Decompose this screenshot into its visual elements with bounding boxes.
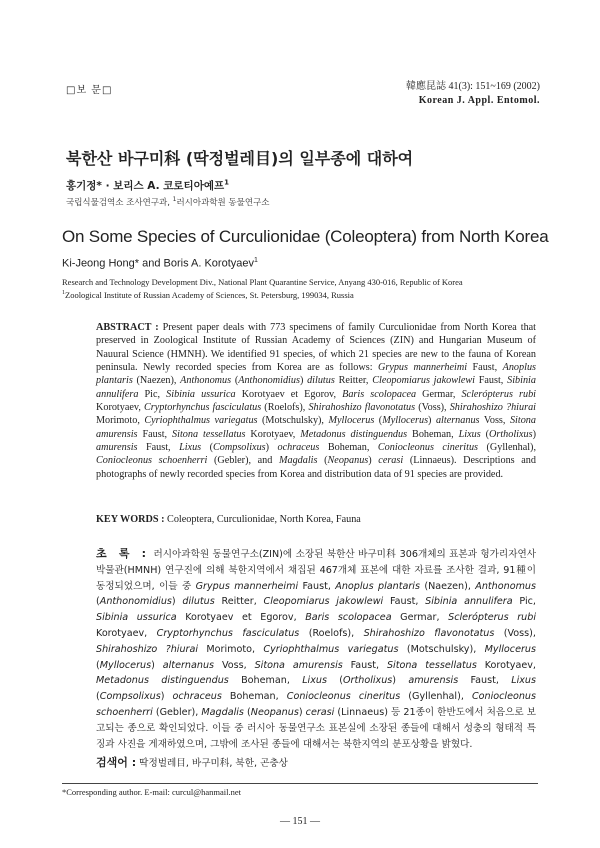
abstract [96, 321, 536, 481]
page-number: — 151 — [280, 816, 320, 827]
keywords-text: Coleoptera, Curculionidae, North Korea, Fauna [167, 514, 361, 525]
korean-keywords-text: 딱정벌레目, 바구미科, 북한, 곤충상 [139, 758, 288, 769]
english-affiliation-1: Research and Technology Development Div., National Plant Quarantine Service, Anyang 430-016, Republic of Korea [62, 277, 463, 287]
abstract-text: Present paper deals with 773 specimens of family Curculionidae from North Korea that preserved in Zoological Institute of Russian Academy of Sciences (ZIN) and Hungarian Museum of Nauural Science (HMNH). We identified 91 species, of which 21 species are new to the fauna of Korean peninsula. Newly recorded species from Korea are as follows: Grypus mannerheimi Faust, Anoplus plantaris (Naezen), Anthonomus (Anthonomidius) dilutus Reitter, Cleopomiarus jakowlewi Faust, Sibinia annulifera Pic, Sibinia ussurica Korotyaev et Egorov, Baris scolopacea Germar, Sclerópterus rubi Korotyaev, Cryptorhynchus fasciculatus (Roelofs), Shirahoshizo flavonotatus (Voss), Shirahoshizo ?hiurai Morimoto, Cyriophthalmus variegatus (Motschulsky), Myllocerus (Myllocerus) alternanus Voss, Sitona amurensis Faust, Sitona tessellatus Korotyaev, Metadonus distinguendus Boheman, Lixus (Ortholixus) amurensis Faust, Lixus (Compsolixus) ochraceus Boheman, Coniocleonus cineritus (Gyllenhal), Coniocleonus schoenherri (Gebler), and Magdalis (Neopanus) cerasi (Linnaeus). Descriptions and photographs of newly recorded species from Korea and distribution data of 91 species are provided. [96, 322, 537, 480]
korean-authors [66, 178, 229, 193]
abstract-label: ABSTRACT : [96, 322, 159, 333]
korean-abstract-text: 러시아과학원 동물연구소(ZIN)에 소장된 북한산 바구미科 306개체의 표본과 헝가리자연사박물관(HMNH) 연구진에 의해 북한지역에서 채집된 467개체 표본에 대한 자료를 조사한 결과, 91種이 동정되었으며, 이들 중 Grypus mannerheimi Faust, Anoplus plantaris (Naezen), Anthonomus (Anthonomidius) dilutus Reitter, Cleopomiarus jakowlewi Faust, Sibinia annulifera Pic, Sibinia ussurica Korotyaev et Egorov, Baris scolopacea Germar, Sclerópterus rubi Korotyaev, Cryptorhynchus fasciculatus (Roelofs), Shirahoshizo flavonotatus (Voss), Shirahoshizo ?hiurai Morimoto, Cyriophthalmus variegatus (Motschulsky), Myllocerus (Myllocerus) alternanus Voss, Sitona amurensis Faust, Sitona tessellatus Korotyaev, Metadonus distinguendus Boheman, Lixus (Ortholixus) amurensis Faust, Lixus (Compsolixus) ochraceus Boheman, Coniocleonus cineritus (Gyllenhal), Coniocleonus schoenherri (Gebler), Magdalis (Neopanus) cerasi (Linnaeus) 등 21종이 한반도에서 처음으로 보고되는 종으로 확인되었다. 이들 중 러시아 동물연구소 표본실에 소장된 종들에 대해서 성충의 형태적 특징과 사진을 게재하였으며, 그밖에 조사된 종들에 대해서는 북한지역의 분포상황을 밝혔다. [96, 549, 537, 750]
affiliation-superscript: 1 [172, 196, 177, 204]
english-author-names: Ki-Jeong Hong* and Boris A. Korotyaev [62, 257, 255, 270]
korean-abstract [96, 546, 536, 752]
korean-keywords [96, 754, 536, 770]
korean-title: 북한산 바구미科 (딱정벌레目)의 일부종에 대하여 [66, 149, 414, 168]
korean-affiliation-2: 러시아과학원 동물연구소 [176, 198, 270, 208]
footnote-divider [62, 783, 538, 784]
korean-abstract-label: 초 록 : [96, 547, 151, 560]
journal-english-name: Korean J. Appl. Entomol. [418, 95, 540, 106]
affiliation-superscript: 1 [62, 290, 65, 297]
corresponding-author-footnote: *Corresponding author. E-mail: curcul@hanmail.net [62, 787, 241, 797]
author-superscript: 1 [254, 257, 258, 264]
journal-citation [406, 80, 540, 108]
korean-affiliation-1: 국립식물검역소 조사연구과, [66, 198, 173, 208]
keywords [96, 514, 536, 525]
journal-korean-citation: 韓應昆誌 41(3): 151~169 (2002) [405, 81, 540, 92]
english-affiliation-2 [62, 290, 354, 300]
author-superscript: 1 [224, 178, 230, 187]
korean-affiliations [66, 196, 270, 208]
korean-author-names: 홍기정* · 보리스 A. 코로티아예프 [66, 180, 225, 192]
english-authors [62, 257, 258, 270]
article-type-label: □보 문□ [66, 85, 113, 96]
keywords-label: KEY WORDS : [96, 514, 165, 525]
korean-keywords-label: 검색어 : [96, 756, 137, 769]
english-affiliation-2-text: Zoological Institute of Russian Academy of Sciences, St. Petersburg, 199034, Russia [65, 290, 354, 300]
english-title: On Some Species of Curculionidae (Coleoptera) from North Korea [62, 227, 549, 246]
